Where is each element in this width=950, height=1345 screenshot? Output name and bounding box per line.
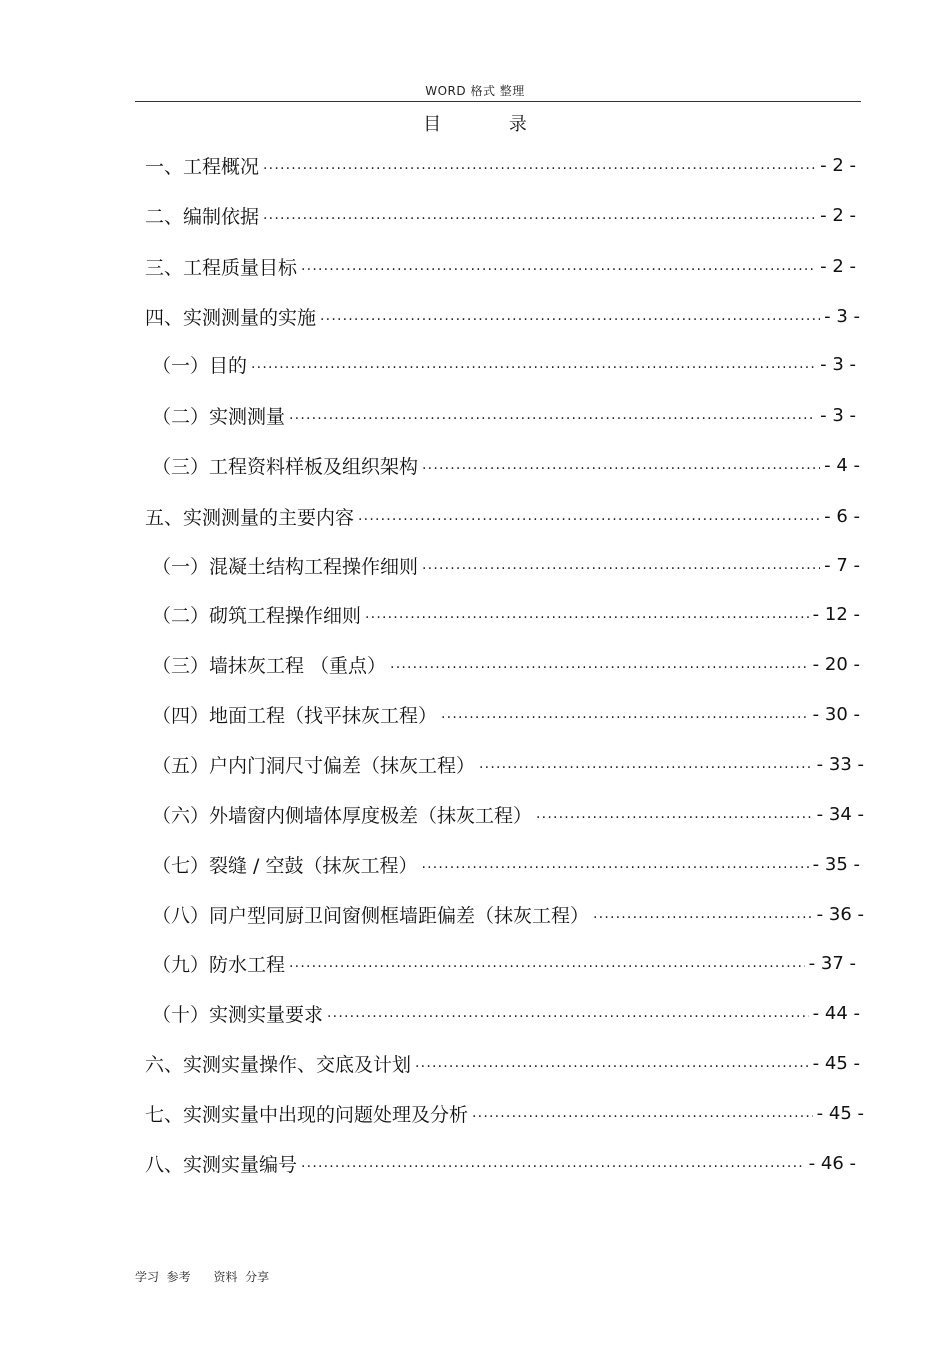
- toc-leader-dots: [479, 749, 813, 779]
- toc-entry-page: - 20 -: [812, 653, 860, 675]
- toc-entry-page: - 7 -: [824, 554, 860, 576]
- toc-entry[interactable]: [145, 501, 860, 531]
- toc-entry-label: （九）防水工程: [152, 953, 286, 976]
- toc-entry[interactable]: [152, 450, 860, 480]
- toc-entry-label: （七）裂缝 / 空鼓（抹灰工程）: [152, 854, 418, 877]
- toc-entry-label: 六、实测实量操作、交底及计划: [145, 1053, 412, 1076]
- toc-leader-dots: [415, 1048, 809, 1078]
- toc-entry-page: - 37 -: [808, 952, 856, 974]
- toc-entry-label: （五）户内门洞尺寸偏差（抹灰工程）: [152, 754, 476, 777]
- toc-leader-dots: [422, 550, 820, 580]
- toc-leader-dots: [421, 849, 808, 879]
- toc-leader-dots: [390, 649, 809, 679]
- toc-entry[interactable]: [152, 749, 864, 779]
- toc-entry[interactable]: [152, 799, 864, 829]
- toc-entry-page: - 45 -: [816, 1102, 864, 1124]
- toc-leader-dots: [301, 1148, 805, 1178]
- toc-entry-label: （六）外墙窗内侧墙体厚度极差（抹灰工程）: [152, 804, 533, 827]
- toc-entry[interactable]: [152, 649, 860, 679]
- toc-entry-label: 八、实测实量编号: [145, 1153, 298, 1176]
- toc-leader-dots: [472, 1098, 813, 1128]
- toc-leader-dots: [422, 450, 820, 480]
- toc-leader-dots: [593, 899, 813, 929]
- toc-entry-page: - 2 -: [820, 204, 856, 226]
- toc-entry-page: - 2 -: [820, 154, 856, 176]
- toc-entry[interactable]: [145, 251, 856, 281]
- toc-entry-page: - 3 -: [820, 353, 856, 375]
- toc-entry-label: 三、工程质量目标: [145, 256, 298, 279]
- toc-entry-label: （三）墙抹灰工程 （重点）: [152, 654, 387, 677]
- toc-entry[interactable]: [152, 550, 860, 580]
- toc-entry[interactable]: [152, 599, 860, 629]
- toc-entry-label: （四）地面工程（找平抹灰工程）: [152, 704, 438, 727]
- toc-entry-label: 一、工程概况: [145, 155, 260, 178]
- toc-entry[interactable]: [145, 1148, 856, 1178]
- toc-leader-dots: [263, 150, 816, 180]
- toc-entry[interactable]: [152, 349, 856, 379]
- toc-entry[interactable]: [152, 948, 856, 978]
- toc-leader-dots: [365, 599, 809, 629]
- toc-entry-label: （八）同户型同厨卫间窗侧框墙距偏差（抹灰工程）: [152, 904, 590, 927]
- toc-entry-label: （二）实测测量: [152, 405, 286, 428]
- header-rule: [135, 101, 861, 102]
- toc-entry[interactable]: [145, 1098, 864, 1128]
- toc-entry[interactable]: [152, 849, 860, 879]
- toc-entry-page: - 33 -: [816, 753, 864, 775]
- toc-leader-dots: [263, 200, 816, 230]
- toc-entry-label: （二）砌筑工程操作细则: [152, 604, 362, 627]
- toc-leader-dots: [320, 301, 820, 331]
- toc-entry[interactable]: [152, 699, 860, 729]
- toc-entry-label: 五、实测测量的主要内容: [145, 506, 355, 529]
- toc-leader-dots: [289, 400, 816, 430]
- toc-entry-label: （十）实测实量要求: [152, 1003, 324, 1026]
- toc-leader-dots: [358, 501, 820, 531]
- toc-entry[interactable]: [152, 899, 864, 929]
- page-footer: 学习 参考 资料 分享: [135, 1270, 270, 1284]
- toc-entry-page: - 12 -: [812, 603, 860, 625]
- toc-leader-dots: [289, 948, 805, 978]
- toc-entry[interactable]: [152, 998, 860, 1028]
- toc-entry-label: （三）工程资料样板及组织架构: [152, 455, 419, 478]
- toc-entry-label: 七、实测实量中出现的问题处理及分析: [145, 1103, 469, 1126]
- toc-entry-page: - 44 -: [812, 1002, 860, 1024]
- toc-entry-page: - 35 -: [812, 853, 860, 875]
- page-header: WORD 格式 整理: [425, 84, 525, 98]
- toc-entry[interactable]: [145, 1048, 860, 1078]
- toc-entry-page: - 45 -: [812, 1052, 860, 1074]
- toc-leader-dots: [441, 699, 809, 729]
- toc-leader-dots: [536, 799, 813, 829]
- toc-entry[interactable]: [145, 150, 856, 180]
- toc-leader-dots: [251, 349, 816, 379]
- toc-entry[interactable]: [145, 301, 860, 331]
- toc-entry-page: - 36 -: [816, 903, 864, 925]
- toc-entry-page: - 6 -: [824, 505, 860, 527]
- toc-entry[interactable]: [152, 400, 856, 430]
- toc-entry-page: - 34 -: [816, 803, 864, 825]
- toc-entry[interactable]: [145, 200, 856, 230]
- toc-leader-dots: [301, 251, 816, 281]
- toc-title: 目 录: [423, 114, 527, 135]
- toc-entry-label: （一）目的: [152, 354, 248, 377]
- toc-entry-label: 二、编制依据: [145, 205, 260, 228]
- toc-entry-label: 四、实测测量的实施: [145, 306, 317, 329]
- toc-entry-page: - 46 -: [808, 1152, 856, 1174]
- toc-entry-label: （一）混凝土结构工程操作细则: [152, 555, 419, 578]
- toc-entry-page: - 3 -: [820, 404, 856, 426]
- toc-entry-page: - 3 -: [824, 305, 860, 327]
- toc-entry-page: - 2 -: [820, 255, 856, 277]
- toc-leader-dots: [327, 998, 809, 1028]
- toc-entry-page: - 4 -: [824, 454, 860, 476]
- toc-entry-page: - 30 -: [812, 703, 860, 725]
